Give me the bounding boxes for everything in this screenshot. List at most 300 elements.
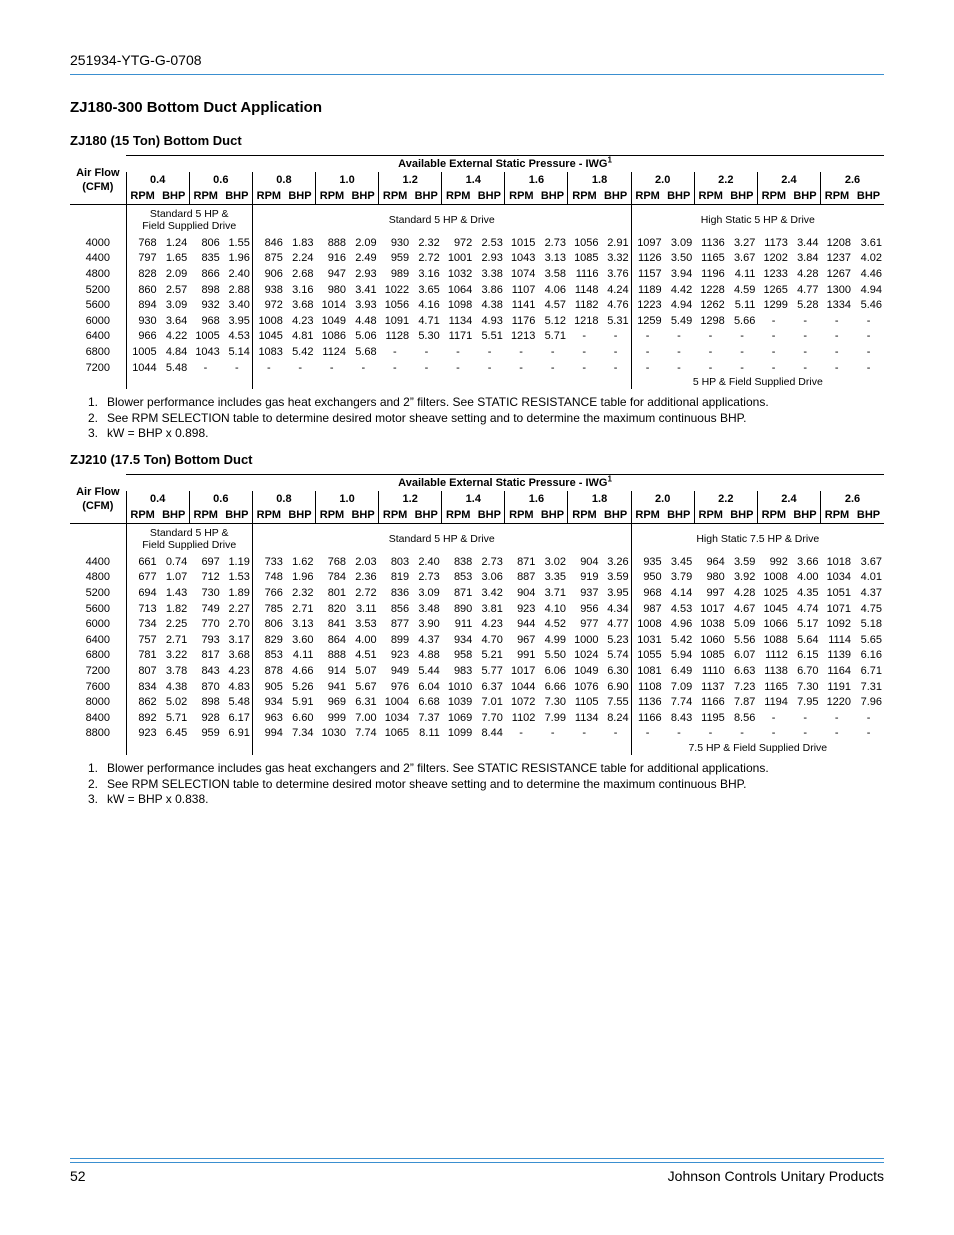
rpm-value: 864 [327,633,347,646]
rpm-value: 1218 [574,314,599,327]
rpm-value: 784 [327,571,347,584]
bhp-value: 6.63 [733,664,756,677]
bhp-header: BHP [285,507,316,524]
bhp-value: 5.56 [733,633,756,646]
rpm-value: 1022 [384,283,410,296]
rpm-value: - [708,361,713,374]
bhp-value: - [298,361,303,374]
bhp-value: 3.32 [607,252,629,265]
rpm-value: 1000 [574,633,599,646]
bhp-value: 8.43 [670,711,693,724]
rpm-value: 1017 [510,664,536,677]
rpm-value: 977 [580,618,599,631]
pressure-header: 0.4 [126,172,189,188]
bhp-value: 2.27 [228,602,250,615]
rpm-value: 1116 [575,267,599,280]
bhp-value: 2.73 [544,236,566,249]
publisher-name: Johnson Controls Unitary Products [667,1168,884,1184]
bhp-value: 5.44 [418,664,440,677]
table-row [70,679,884,695]
rpm-value: 919 [580,571,599,584]
bhp-value: 3.11 [356,602,377,615]
bhp-value: 7.34 [292,727,314,740]
pressure-header: 1.0 [315,172,378,188]
bhp-value: 2.88 [228,283,250,296]
bhp-value: 2.40 [228,267,250,280]
bhp-value: - [424,361,429,374]
bhp-value: 6.90 [607,680,629,693]
bhp-value: - [613,361,618,374]
rpm-value: 733 [252,554,285,570]
rpm-value: 1128 [385,330,410,343]
rpm-value: 1038 [700,618,725,631]
bhp-value: 8.24 [607,711,629,724]
rpm-value: 1034 [826,571,852,584]
rpm-value: 967 [517,633,536,646]
bhp-value: 4.94 [860,283,882,296]
bhp-value: 1.89 [228,586,250,599]
rpm-value: 1148 [574,283,599,296]
rpm-header: RPM [315,507,348,524]
bhp-value: 3.40 [228,299,250,312]
bhp-value: 5.64 [797,633,819,646]
table-row [70,329,884,345]
bhp-value: 4.11 [292,649,314,662]
rpm-header: RPM [315,188,348,205]
rpm-value: 1124 [322,345,347,358]
bhp-header: BHP [474,507,505,524]
bhp-value: 4.06 [544,283,566,296]
rpm-value: 1044 [126,360,159,376]
bhp-value: 1.43 [165,586,188,599]
bhp-value: 4.23 [228,664,250,677]
rpm-value: 806 [252,616,285,632]
rpm-value: 1008 [631,616,664,632]
airflow-cfm: 7600 [85,680,111,693]
bhp-value: 4.77 [607,618,629,631]
bhp-value: - [740,330,744,343]
rpm-value: 1298 [700,314,725,327]
bhp-value: 1.55 [228,236,250,249]
rpm-value: 856 [390,602,410,615]
rpm-value: 1166 [631,710,664,726]
bhp-value: 4.16 [418,299,440,312]
bhp-value: 3.59 [733,555,756,568]
rpm-value: 932 [201,299,220,312]
rpm-value: 958 [453,649,473,662]
rpm-value: 969 [327,696,347,709]
bhp-header: BHP [222,188,253,205]
rpm-value: 898 [201,283,220,296]
bhp-value: 5.28 [797,299,819,312]
rpm-value: 1056 [574,236,599,249]
bhp-value: 1.65 [165,252,188,265]
bhp-value: 3.42 [481,586,503,599]
bhp-value: 7.30 [544,696,566,709]
table-row [70,570,884,586]
bhp-header: BHP [727,188,758,205]
footnote-text: See RPM SELECTION table to determine desired motor sheave setting and to determine the maximum continuous BHP. [107,776,747,791]
bhp-value: 3.59 [607,571,629,584]
rpm-value: 1076 [574,680,599,693]
rpm-value: 992 [769,555,788,568]
rpm-header: RPM [820,188,853,205]
footer-drive-label: 5 HP & Field Supplied Drive [631,375,884,389]
esp-header [126,475,884,492]
rpm-value: 1024 [574,649,599,662]
bhp-value: 1.62 [292,555,314,568]
bhp-value: 5.07 [355,664,377,677]
rpm-value: 989 [390,267,410,280]
rpm-value: 730 [201,586,220,599]
bhp-value: 2.32 [292,586,314,599]
rpm-value: 935 [631,554,664,570]
drive-label: Standard 5 HP & Drive [252,524,631,555]
pressure-header: 2.6 [820,491,884,507]
rpm-value: 1097 [631,235,664,251]
airflow-cfm: 5600 [85,602,111,615]
bhp-value: - [740,727,744,740]
bhp-value: 3.95 [228,314,250,327]
footer-rule-1 [70,1158,884,1159]
bhp-header: BHP [853,507,884,524]
bhp-value: 3.71 [544,586,566,599]
bhp-value: 4.24 [607,283,629,296]
rpm-value: 904 [580,555,599,568]
rpm-value: - [834,345,839,358]
rpm-value: 834 [126,679,159,695]
rpm-value: - [708,330,713,343]
bhp-value: 2.68 [292,267,314,280]
rpm-value: 980 [327,283,347,296]
footnote-text: Blower performance includes gas heat exchangers and 2” filters. See STATIC RESISTANCE table for additional applications. [107,761,769,775]
rpm-header: RPM [505,507,538,524]
rpm-value: - [771,711,776,724]
bhp-value: 3.67 [733,252,756,265]
rpm-value: 1213 [510,330,536,343]
rpm-header: RPM [568,188,601,205]
bhp-header: BHP [790,188,821,205]
rpm-header: RPM [189,507,222,524]
rpm-value: 806 [201,236,220,249]
bhp-value: 5.23 [607,633,629,646]
table-row [70,663,884,679]
bhp-value: - [677,330,681,343]
rpm-value: 1056 [384,299,410,312]
rpm-value: 1071 [826,602,852,615]
rpm-value: 1110 [701,664,725,677]
rpm-value: 846 [252,235,285,251]
rpm-value: 677 [126,570,159,586]
rpm-value: 934 [453,633,473,646]
airflow-unit: (CFM) [82,180,114,193]
footnote: 2. See RPM SELECTION table to determine desired motor sheave setting and to determine the maximum continuous BHP. [88,410,747,425]
rpm-value: 1220 [826,696,852,709]
bhp-value: 3.35 [544,571,566,584]
rpm-value: 1136 [631,694,664,710]
bhp-value: - [740,345,744,358]
rpm-value: 1005 [126,344,159,360]
bhp-value: 3.27 [733,236,756,249]
pressure-header: 2.6 [820,172,884,188]
rpm-value: 807 [126,663,159,679]
rpm-value: 1085 [574,252,599,265]
rpm-value: 797 [126,251,159,267]
rpm-value: 1005 [195,330,220,343]
section-title: ZJ180-300 Bottom Duct Application [70,99,322,116]
bhp-value: 1.96 [292,571,314,584]
bhp-value: 7.23 [733,680,756,693]
bhp-value: 7.74 [355,727,377,740]
bhp-value: 4.93 [481,314,503,327]
table-row [70,266,884,282]
bhp-value: - [803,345,808,358]
bhp-value: 5.66 [733,314,756,327]
rpm-value: 972 [252,297,285,313]
airflow-label: Air Flow [76,485,120,498]
bhp-value: 3.86 [481,283,503,296]
bhp-value: - [234,361,239,374]
rpm-value: 766 [252,585,285,601]
rpm-value: 836 [390,586,410,599]
table-row [70,554,884,570]
table-row [70,235,884,251]
footer-spacer [252,741,631,755]
bhp-value: 5.42 [670,633,693,646]
rpm-value: 1228 [700,283,725,296]
rpm-value: 964 [706,555,725,568]
airflow-cfm: 5200 [85,283,111,296]
rpm-header: RPM [126,507,159,524]
bhp-value: 6.37 [481,680,503,693]
rpm-value: 1051 [826,586,852,599]
bhp-value: 4.81 [292,330,314,343]
bhp-value: - [677,727,681,740]
bhp-value: 3.16 [292,283,314,296]
footnote-text: kW = BHP x 0.898. [107,426,209,440]
bhp-value: 2.73 [418,571,440,584]
rpm-value: - [456,361,460,374]
bhp-value: 3.60 [292,633,314,646]
rpm-value: 999 [327,711,347,724]
pressure-row [70,172,884,188]
drive-row [70,205,884,236]
bhp-value: 5.50 [544,649,566,662]
airflow-cfm: 8000 [85,696,111,709]
pressure-header: 1.0 [315,491,378,507]
bhp-value: 4.71 [418,314,440,327]
document-id: 251934-YTG-G-0708 [70,52,202,68]
rpm-value: 871 [453,586,473,599]
footnote-text: See RPM SELECTION table to determine desired motor sheave setting and to determine the maximum continuous BHP. [107,410,747,425]
bhp-value: 3.06 [481,571,503,584]
rpm-value: 894 [126,297,159,313]
rpm-value: - [771,330,776,343]
rpm-value: 911 [454,618,473,631]
bhp-value: - [740,361,744,374]
bhp-value: 3.90 [418,618,440,631]
bhp-header: BHP [411,188,442,205]
rpm-value: 1134 [574,711,599,724]
bhp-value: 2.93 [355,267,377,280]
bhp-value: 4.48 [355,314,377,327]
bhp-header: BHP [222,507,253,524]
rpm-value: 871 [517,555,536,568]
bhp-value: 7.55 [607,696,629,709]
rpm-value: 768 [327,555,347,568]
bhp-value: 4.38 [165,680,188,693]
bhp-value: 4.02 [860,252,882,265]
pressure-header: 2.0 [631,491,694,507]
rpm-value: 1083 [252,344,285,360]
footnote: 1. Blower performance includes gas heat exchangers and 2” filters. See STATIC RESISTANCE table for additional applications. [88,395,769,409]
bhp-value: 3.58 [544,267,566,280]
table-row [70,344,884,360]
rpm-value: 820 [327,602,347,615]
rpm-value: 1099 [447,727,473,740]
rpm-value: 1074 [510,267,536,280]
rpm-value: - [519,345,523,358]
rpm-header: RPM [820,507,853,524]
bhp-value: 5.06 [355,330,377,343]
rpm-value: 1259 [631,313,664,329]
rpm-value: 1060 [700,633,725,646]
table-row [70,632,884,648]
rpm-value: 853 [252,648,285,664]
bhp-value: 4.88 [418,649,440,662]
rpm-value: 875 [252,251,285,267]
rpm-value: 770 [201,618,220,631]
bhp-value: 7.01 [481,696,503,709]
rpm-value: 661 [126,554,159,570]
bhp-value: 2.49 [355,252,377,265]
bhp-value: 5.12 [544,314,566,327]
rpm-value: 1098 [447,299,473,312]
airflow-cfm: 4800 [85,267,111,280]
rpm-header: RPM [252,188,285,205]
bhp-value: 3.66 [797,555,819,568]
pressure-header: 1.6 [505,491,568,507]
bhp-value: 7.96 [860,696,882,709]
airflow-cfm: 4400 [85,555,111,568]
footnote-text: kW = BHP x 0.838. [107,792,209,806]
drive-label: High Static 7.5 HP & Drive [631,524,884,555]
header-row [70,475,884,492]
bhp-value: 3.64 [165,314,188,327]
bhp-value: - [803,711,808,724]
esp-footnote-marker: 1 [607,155,612,165]
bhp-value: 4.00 [797,571,819,584]
rpm-value: 1233 [763,267,788,280]
rpm-value: 1136 [701,236,725,249]
rpm-value: 1107 [511,283,536,296]
bhp-value: 5.49 [670,314,693,327]
bhp-value: 4.53 [228,330,250,343]
rpm-value: - [834,314,839,327]
rpm-value: 949 [390,664,410,677]
footer-spacer [126,375,252,389]
bhp-value: 3.78 [165,664,188,677]
rpm-value: - [456,345,460,358]
bhp-value: 3.38 [481,267,503,280]
bhp-value: 4.01 [860,571,882,584]
airflow-cfm: 7200 [85,361,111,374]
rpm-value: 923 [517,602,536,615]
rpm-value: 1262 [700,299,725,312]
bhp-header: BHP [601,507,632,524]
bhp-value: 1.07 [165,571,188,584]
rpm-value: 1166 [701,696,725,709]
rpm-value: 793 [201,633,220,646]
bhp-value: 3.79 [670,571,693,584]
bhp-value: 4.70 [481,633,503,646]
bhp-header: BHP [159,188,190,205]
bhp-value: 5.02 [165,696,188,709]
rpm-header: RPM [442,507,475,524]
rpm-value: 928 [201,711,220,724]
rpm-value: 1141 [511,299,536,312]
rpm-value: 899 [390,633,410,646]
bhp-value: 3.76 [607,267,629,280]
rpm-value: 930 [126,313,159,329]
rpm-value: 1015 [510,236,536,249]
rpm-value: 1265 [763,283,788,296]
rpm-value: 1004 [384,696,410,709]
rpm-value: 966 [126,329,159,345]
bhp-value: 7.95 [797,696,819,709]
bhp-header: BHP [853,188,884,205]
bhp-value: - [487,361,492,374]
bhp-value: 3.68 [292,299,314,312]
rpm-value: 853 [453,571,473,584]
rpm-value: 1267 [826,267,852,280]
esp-header [126,156,884,173]
rpm-value: 1208 [826,236,852,249]
bhp-value: 5.67 [355,680,377,693]
bhp-value: 6.71 [860,664,882,677]
bhp-value: 3.61 [860,236,882,249]
bhp-value: 7.31 [860,680,882,693]
bhp-value: 1.53 [228,571,250,584]
rpm-value: 1031 [631,632,664,648]
rpm-value: - [203,361,208,374]
bhp-value: 6.60 [292,711,314,724]
bhp-value: 2.72 [355,586,377,599]
airflow-label: Air Flow [76,166,120,179]
bhp-value: - [866,345,871,358]
bhp-value: 1.24 [165,236,188,249]
bhp-value: 5.65 [860,633,882,646]
rpm-value: 1165 [701,252,725,265]
rpm-value: 838 [453,555,473,568]
rpm-value: 1081 [631,663,664,679]
bhp-value: 7.87 [733,696,756,709]
bhp-value: 5.26 [292,680,314,693]
rpm-value: - [771,361,776,374]
rpm-value: 1088 [763,633,788,646]
rpm-value: 1001 [447,252,473,265]
rpm-value: 1171 [448,330,473,343]
rpm-value: 959 [201,727,220,740]
airflow-cfm: 8400 [85,711,111,724]
rpm-value: 817 [201,649,220,662]
pressure-header: 0.6 [189,491,252,507]
table-row [70,313,884,329]
header-rule [70,74,884,75]
table-row [70,710,884,726]
airflow-header [70,156,126,205]
bhp-value: 6.68 [418,696,440,709]
